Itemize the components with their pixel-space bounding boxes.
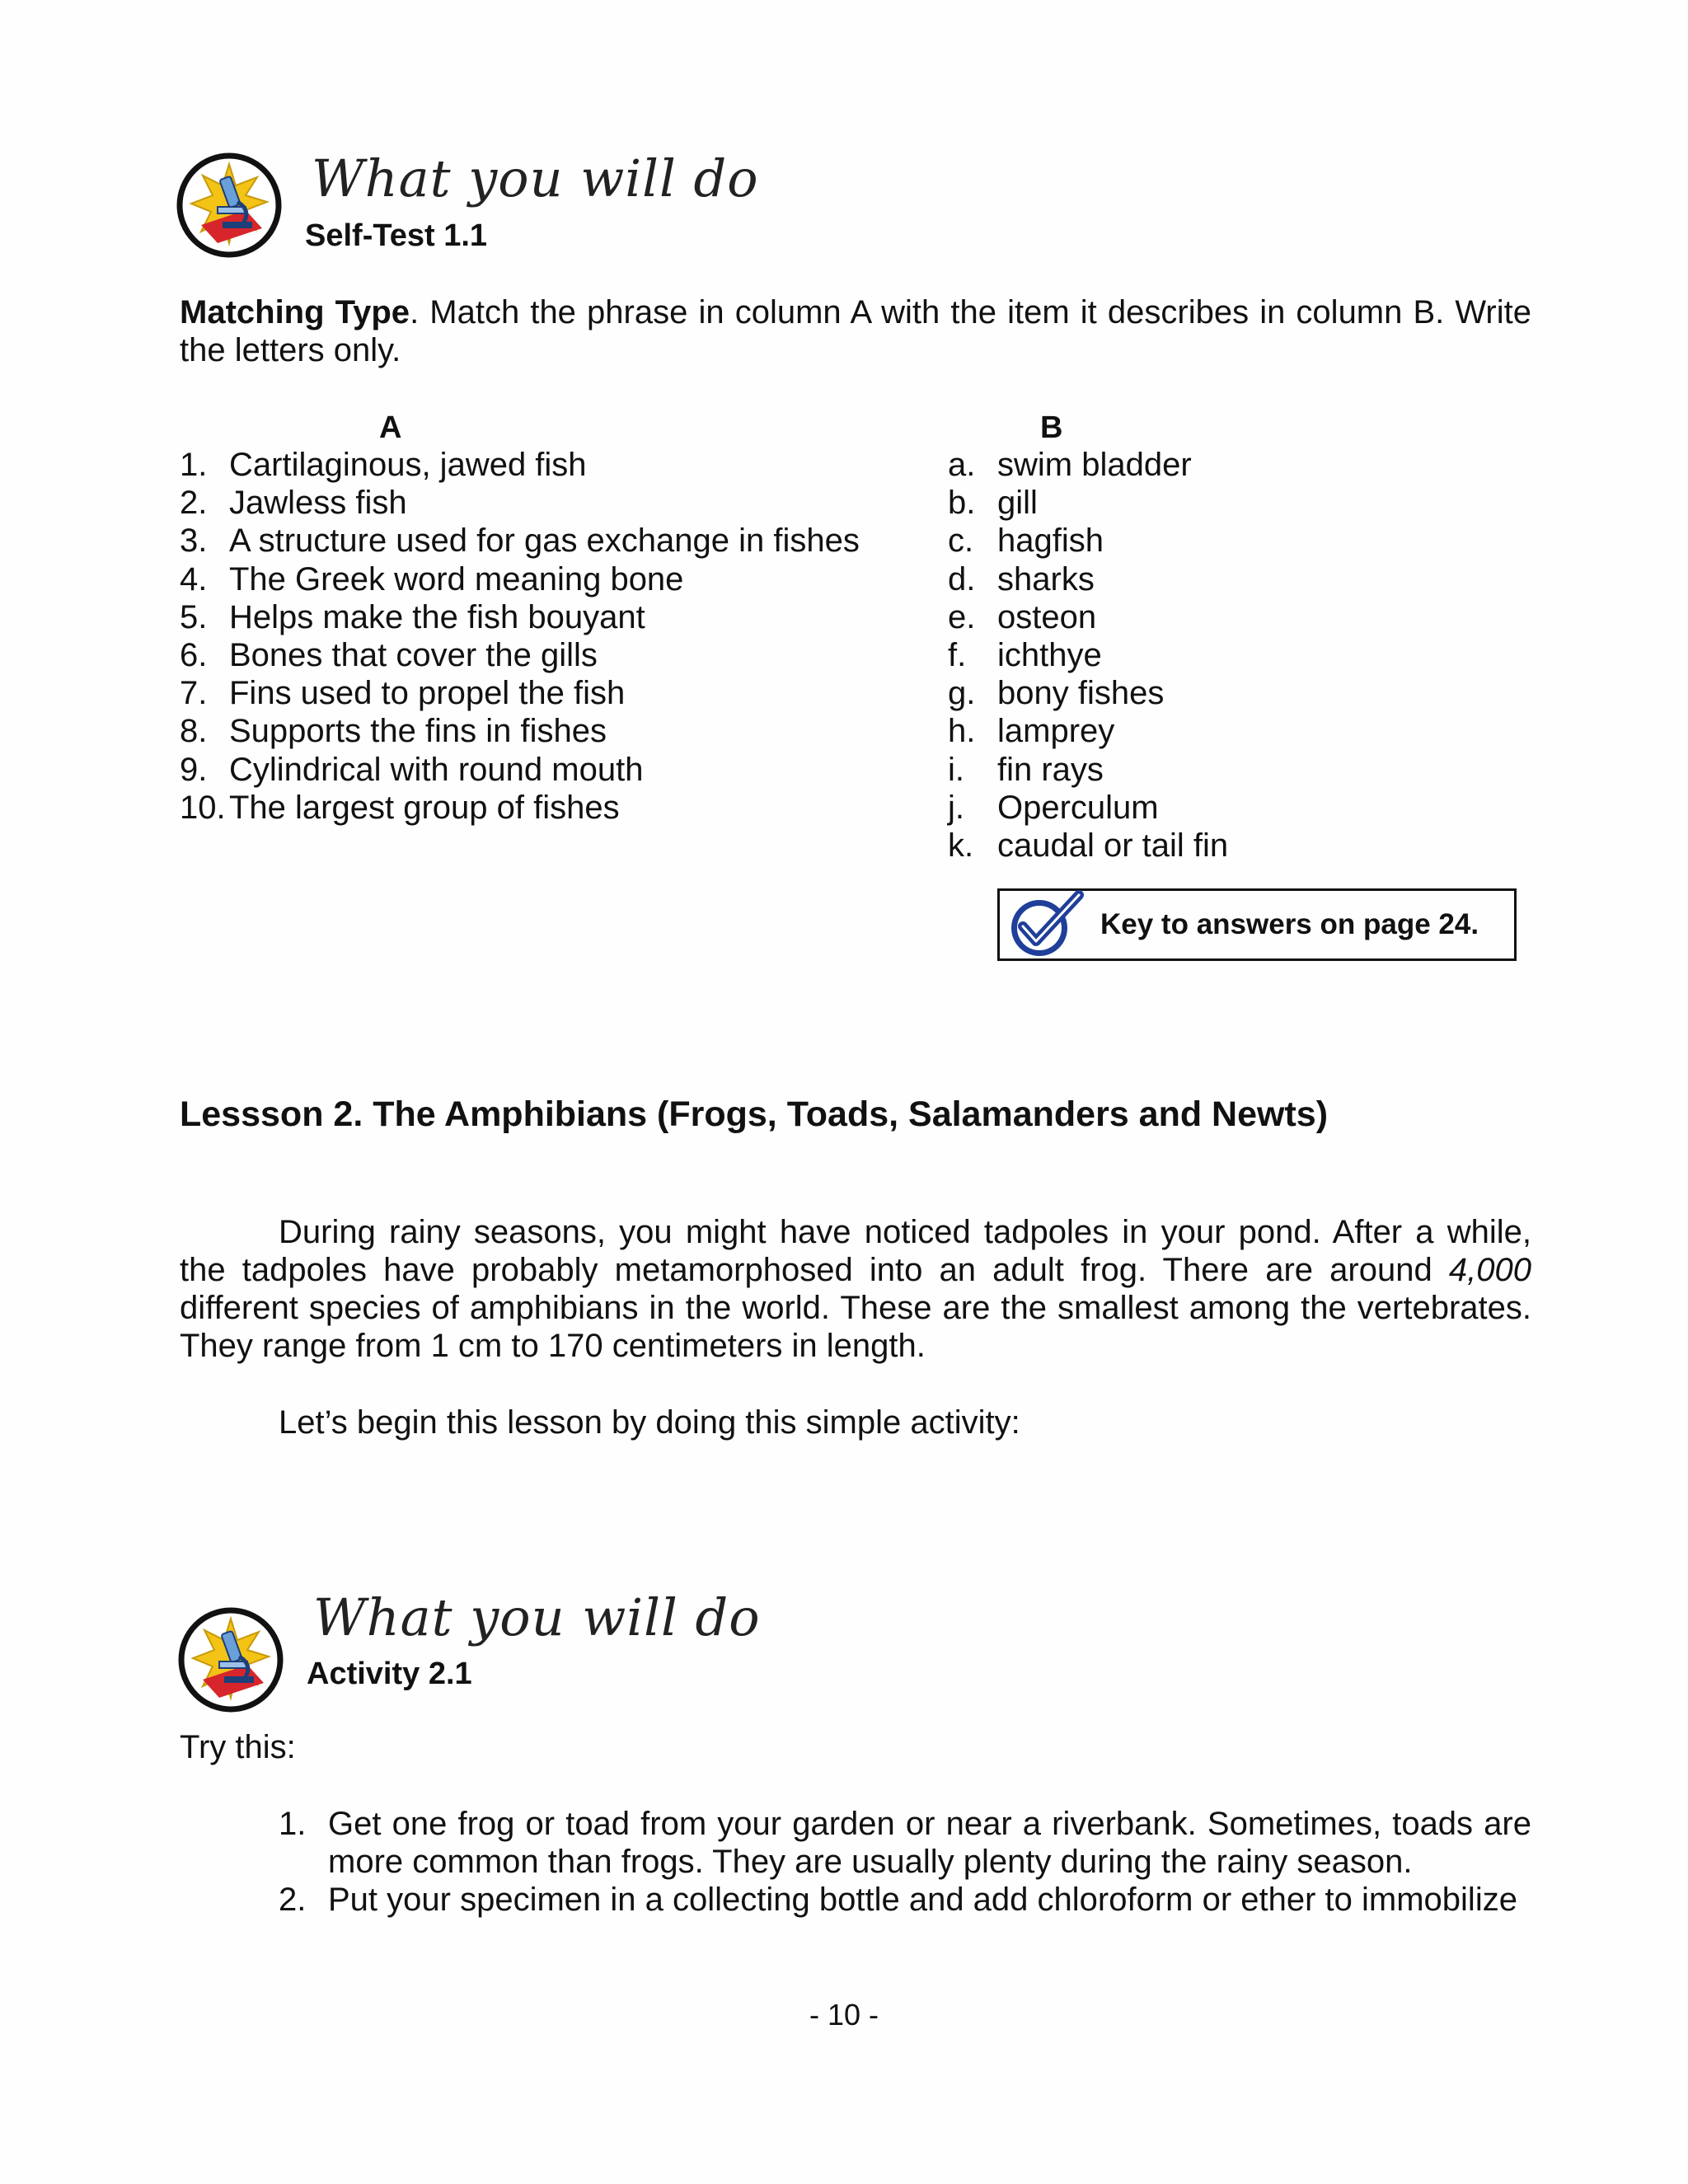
activity-intro: Try this:	[180, 1729, 296, 1765]
lesson-activity-prompt: Let’s begin this lesson by doing this simple activity:	[279, 1404, 1020, 1441]
activity-label: Activity 2.1	[307, 1657, 472, 1691]
matching-instructions	[180, 293, 1531, 369]
list-item: j. Operculum	[948, 789, 1159, 826]
species-count: 4,000	[1448, 1252, 1531, 1288]
answer-key-box	[997, 888, 1517, 961]
list-item: 2. Jawless fish	[180, 485, 407, 522]
column-b-header: B	[1040, 410, 1063, 445]
lesson-title: Lessson 2. The Amphibians (Frogs, Toads, Salamanders and Newts)	[180, 1094, 1329, 1134]
list-item: a. swim bladder	[948, 447, 1192, 483]
list-item: 5. Helps make the fish bouyant	[180, 598, 645, 635]
instructions-text: . Match the phrase in column A with the item it describes in column B. Write the letters only.	[180, 294, 1531, 368]
microscope-emblem-icon	[178, 1607, 284, 1713]
column-a-header: A	[379, 410, 402, 445]
lesson-intro-paragraph: During rainy seasons, you might have noticed tadpoles in your pond. After a while, the tadpoles have probably metamorphosed into an adult frog. There are around 4,000 different species of amphibians in the world. These are the smallest among the vertebrates. They range from 1 cm to 170 centimeters in length.	[180, 1214, 1531, 1364]
list-item: 1. Get one frog or toad from your garden or near a riverbank. Sometimes, toads are more common than frogs. They are usually plenty during the rainy season.	[279, 1806, 1531, 1880]
answer-key-text: Key to answers on page 24.	[1100, 908, 1479, 940]
list-item: 10. The largest group of fishes	[180, 789, 620, 826]
list-item: g. bony fishes	[948, 675, 1165, 712]
checkmark-icon	[1005, 890, 1084, 959]
page-number: - 10 -	[809, 1998, 879, 2032]
list-item: 2. Put your specimen in a collecting bottle and add chloroform or ether to immobilize	[279, 1882, 1517, 1918]
section-heading: What you will do	[312, 148, 759, 209]
list-item: c. hagfish	[948, 523, 1104, 560]
list-item: 4. The Greek word meaning bone	[180, 560, 684, 598]
activity-steps	[279, 1805, 1531, 1919]
matching-type-label: Matching Type	[180, 294, 410, 330]
list-item: e. osteon	[948, 598, 1097, 635]
list-item: 9. Cylindrical with round mouth	[180, 751, 644, 788]
list-item: 7. Fins used to propel the fish	[180, 675, 626, 712]
column-a-list	[180, 446, 921, 827]
list-item: b. gill	[948, 485, 1038, 522]
list-item: h. lamprey	[948, 713, 1115, 750]
self-test-label: Self-Test 1.1	[305, 218, 488, 253]
section-heading: What you will do	[313, 1587, 761, 1647]
list-item: 3. A structure used for gas exchange in fishes	[180, 523, 860, 560]
column-b-list	[948, 446, 1525, 865]
list-item: 1. Cartilaginous, jawed fish	[180, 447, 587, 483]
list-item: i. fin rays	[948, 751, 1104, 788]
list-item: f. ichthye	[948, 636, 1102, 673]
list-item: d. sharks	[948, 560, 1095, 598]
microscope-emblem-icon	[176, 152, 282, 258]
list-item: 8. Supports the fins in fishes	[180, 713, 607, 750]
list-item: k. caudal or tail fin	[948, 827, 1229, 864]
list-item: 6. Bones that cover the gills	[180, 636, 598, 673]
